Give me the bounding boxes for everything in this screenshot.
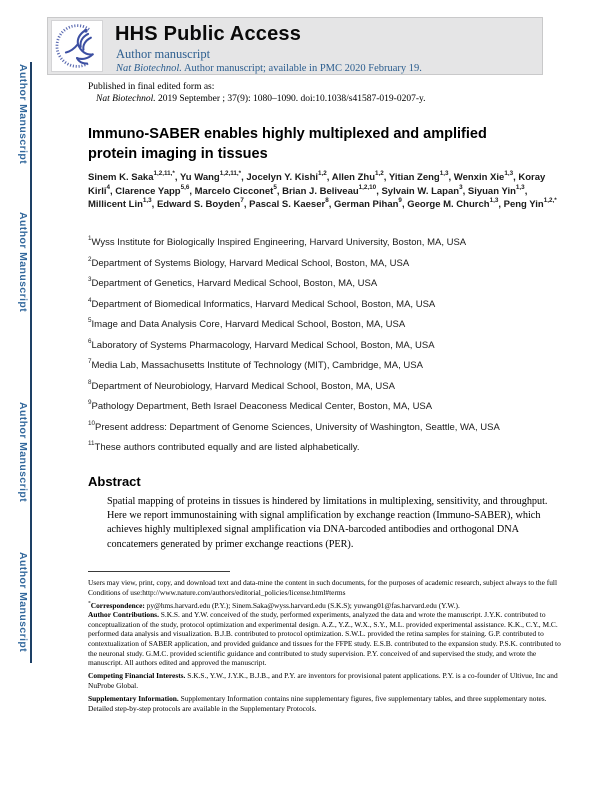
footnote-separator [88, 571, 230, 572]
abstract-text: Spatial mapping of proteins in tissues is hindered by limitations in multiplexing, sensitivity, and throughput. Here we report immunostaining with signal amplification by exchange reaction (Immuno-SABER), which achieves highly multiplexed signal amplification via DNA-barcoded antibodies and orthogonal DNA concatemers generated by primer exchange reactions (PER). [107, 496, 548, 550]
affiliation: $^8$Department of Neurobiology, Harvard Medical School, Boston, MA, USA [88, 378, 395, 392]
author: George M. Church$^{1,3}$, [407, 197, 504, 210]
affiliation: $^1$Wyss Institute for Biologically Inspired Engineering, Harvard University, Boston, MA, USA [88, 235, 467, 248]
abstract-heading: Abstract [88, 474, 141, 489]
author: Millicent Lin$^{1,3}$, [88, 197, 157, 210]
journal-name: Nat Biotechnol. [116, 63, 182, 74]
affiliation-list [88, 236, 512, 462]
affiliation: $^2$Department of Systems Biology, Harvard Medical School, Boston, MA, USA [88, 255, 410, 269]
author: Koray Kirli$^4$, [88, 172, 546, 197]
author: Yu Wang$^{1,2,11,*}$, [179, 170, 247, 183]
header-journal-line [116, 63, 422, 74]
affiliation: $^{10}$Present address: Department of Genome Sciences, University of Washington, Seattle, WA, USA [88, 419, 500, 433]
author: German Pihan$^9$, [334, 197, 408, 210]
sidebar-watermark-author-manuscript: Author Manuscript [17, 212, 29, 313]
footnote: Competing Financial Interests. S.K.S., Y.W., J.Y.K., B.J.B., and P.Y. are inventors for provisional patent applications. P.Y. is a co-founder of Ultivue, Inc and NuProbe Global. [88, 671, 558, 690]
citation-line [96, 93, 426, 105]
affiliation: $^3$Department of Genetics, Harvard Medical School, Boston, MA, USA [88, 276, 378, 289]
title-line: protein imaging in tissues [88, 146, 268, 162]
author: Wenxin Xie$^{1,3}$, [453, 170, 519, 183]
availability-text: Author manuscript; available in PMC 2020 February 19. [181, 63, 422, 74]
published-line: Published in final edited form as: [88, 82, 215, 92]
footnote: Supplementary Information. Supplementary Information contains nine supplementary figures, five supplementary tables, and three supplementary notes. Detailed step-by-step protocols are available in the Supplementary Protocols. [88, 694, 547, 713]
citation-block [88, 81, 426, 105]
footnote: *Correspondence: py@hms.harvard.edu (P.Y.); Sinem.Saka@wyss.harvard.edu (S.K.S); yuwang01@fas.harvard.edu (Y.W.). [88, 600, 460, 610]
sidebar-watermark-author-manuscript: Author Manuscript [17, 552, 29, 653]
hhs-logo [51, 20, 103, 72]
author: Peng Yin$^{1,2,*}$ [503, 197, 557, 210]
sidebar-watermark-author-manuscript: Author Manuscript [17, 402, 29, 503]
title-line: Immuno-SABER enables highly multiplexed and amplified [88, 126, 487, 142]
header-title: HHS Public Access [115, 23, 302, 45]
header-subtitle: Author manuscript [116, 47, 211, 61]
journal-name: Nat Biotechnol. [96, 94, 156, 104]
header-band [47, 17, 543, 75]
author: Clarence Yapp$^{5,6}$, [115, 183, 195, 197]
author: Pascal S. Kaeser$^8$, [249, 197, 334, 210]
author: Brian J. Beliveau$^{1,2,10}$, [282, 183, 382, 197]
author: Siyuan Yin$^{1,3}$, [467, 183, 528, 197]
hhs-eagle-icon [52, 21, 102, 71]
affiliation: $^4$Department of Biomedical Informatics, Harvard Medical School, Boston, MA, USA [88, 296, 436, 310]
citation-details: 2019 September ; 37(9): 1080–1090. doi:10.1038/s41587-019-0207-y. [155, 94, 426, 104]
footnotes [88, 578, 563, 717]
article-title [88, 124, 588, 164]
sidebar-divider-line [30, 62, 32, 663]
author: Yitian Zeng$^{1,3}$, [388, 170, 454, 183]
author-list [88, 171, 566, 212]
author: Sinem K. Saka$^{1,2,11,*}$, [88, 170, 180, 183]
affiliation: $^6$Laboratory of Systems Pharmacology, Harvard Medical School, Boston, MA, USA [88, 337, 435, 351]
author: Marcelo Cicconet$^5$, [194, 183, 283, 197]
author: Allen Zhu$^{1,2}$, [331, 170, 389, 183]
author: Jocelyn Y. Kishi$^{1,2}$, [246, 170, 332, 183]
author: Edward S. Boyden$^7$, [156, 197, 250, 210]
affiliation: $^{11}$These authors contributed equally and are listed alphabetically. [88, 440, 360, 453]
footnote: Author Contributions. S.K.S. and Y.W. conceived of the study, performed experiments, analyzed the data and wrote the manuscript. J.Y.K. contributed to conceptualization of the study, protocol optimization and experimental design. A.Z., Y.Z., W.X., S.Y., M.L. provided experimental assistance. K.K., C.Y., M.C. performed data analysis and visualization. B.J.B. contributed to protocol optimization. S.W.L. provided the retina samples for staining. G.P. contributed to contextualization of SABER application, and provided guidance and tissues for the FFPE study. E.S.B. contributed to the expansion study. P.S.K. contributed to the neuronal study. G.M.C. provided scientific guidance and contributed to study supervision. P.Y. conceived of and supervised the study, and wrote the manuscript. All authors edited and approved the manuscript. [88, 610, 561, 668]
footnote: Users may view, print, copy, and download text and data-mine the content in such documents, for the purposes of academic research, subject always to the full Conditions of use:http://www.nature.com/authors/editorial_policies/license.html#terms [88, 578, 558, 597]
author: Sylvain W. Lapan$^3$, [381, 183, 468, 197]
affiliation: $^9$Pathology Department, Beth Israel Deaconess Medical Center, Boston, MA, USA [88, 399, 433, 412]
affiliation: $^7$Media Lab, Massachusetts Institute of Technology (MIT), Cambridge, MA, USA [88, 358, 423, 371]
affiliation: $^5$Image and Data Analysis Core, Harvard Medical School, Boston, MA, USA [88, 317, 406, 330]
sidebar-watermark-author-manuscript: Author Manuscript [17, 64, 29, 165]
